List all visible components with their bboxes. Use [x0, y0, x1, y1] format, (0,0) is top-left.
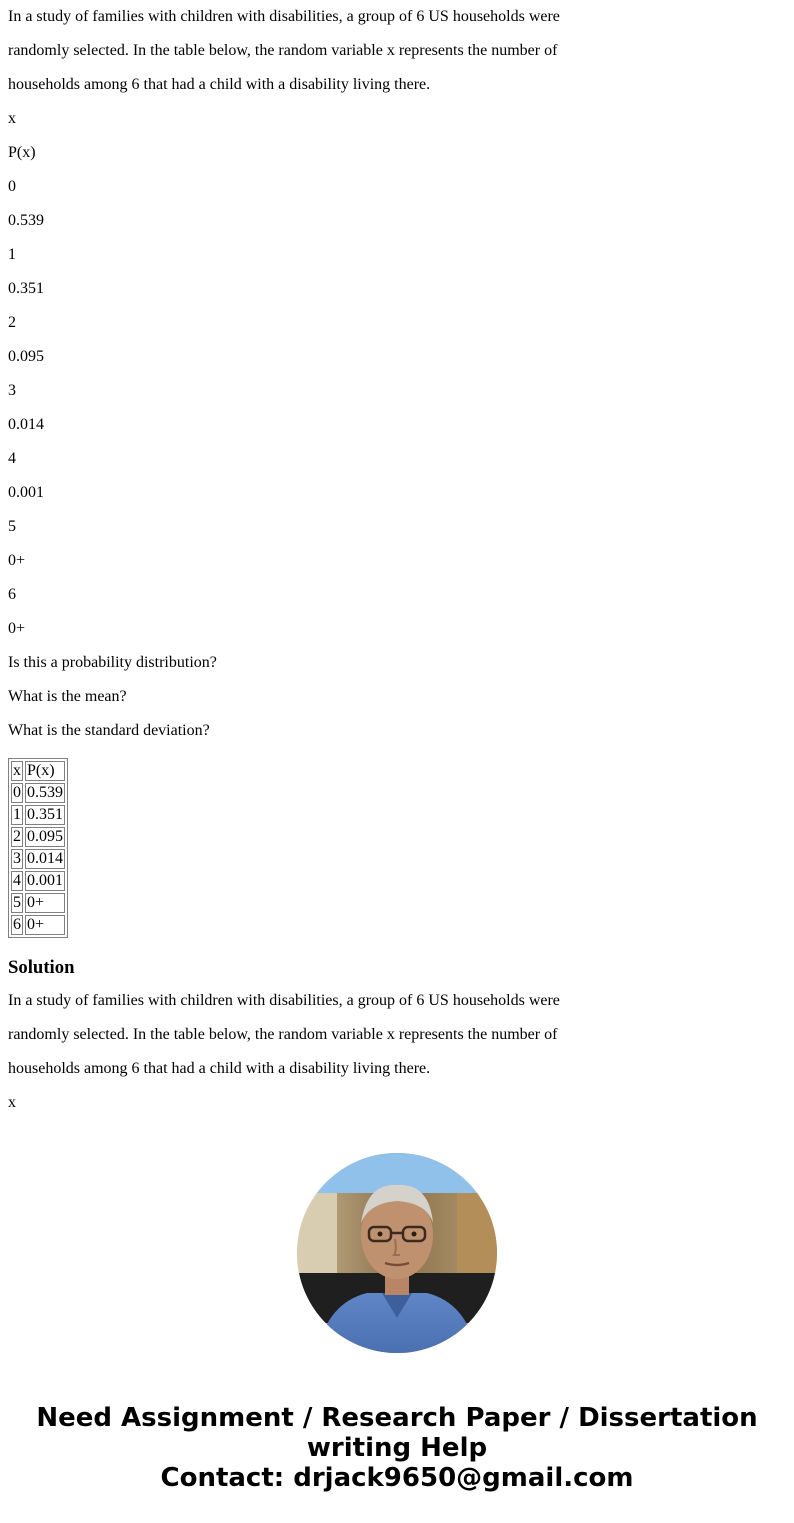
author-photo-illustration: [297, 1153, 497, 1353]
solution-line-2: randomly selected. In the table below, the random variable x represents the number of: [8, 1026, 558, 1043]
footer-contact: Contact: drjack9650@gmail.com: [160, 1463, 634, 1493]
question-value: 5: [8, 518, 16, 535]
table-cell: 0.539: [27, 784, 63, 801]
footer-line-1: Need Assignment / Research Paper / Dissertation: [36, 1403, 758, 1433]
table-row: [11, 915, 65, 935]
table-header-cell: P(x): [25, 761, 65, 781]
solution-col-x: x: [8, 1094, 16, 1111]
question-value: 4: [8, 450, 16, 467]
question-value: 0: [8, 178, 16, 195]
table-row: [11, 871, 65, 891]
question-value: 0+: [8, 552, 26, 569]
table-header-cell: x: [13, 762, 21, 779]
question-value: 0.001: [8, 484, 44, 501]
question-value: 0+: [8, 620, 26, 637]
footer-line-2: writing Help: [306, 1433, 488, 1463]
question-line-3: households among 6 that had a child with a disability living there.: [8, 76, 431, 93]
table-row: [11, 805, 65, 825]
question-value: 0.351: [8, 280, 44, 297]
table-cell: 4: [13, 872, 21, 889]
table-row: [11, 849, 65, 869]
question-line-1: In a study of families with children with disabilities, a group of 6 US households were: [8, 8, 560, 25]
solution-heading: Solution: [8, 957, 75, 978]
table-cell: 0+: [25, 915, 65, 935]
author-photo: [297, 1153, 497, 1353]
table-cell: 0+: [25, 893, 65, 913]
question-col-x: x: [8, 110, 16, 127]
question-col-px: P(x): [8, 144, 36, 161]
solution-line-3: households among 6 that had a child with a disability living there.: [8, 1060, 431, 1077]
table-cell: 0.001: [27, 872, 63, 889]
table-cell: 5: [13, 894, 21, 911]
question-mean: What is the mean?: [8, 688, 127, 705]
table-cell: 0.014: [27, 850, 63, 867]
question-line-2: randomly selected. In the table below, the random variable x represents the number of: [8, 42, 558, 59]
table-header-row: [11, 761, 65, 781]
footer-banner: [0, 1403, 794, 1493]
table-row: [11, 827, 65, 847]
table-cell: 6: [13, 916, 21, 933]
table-row: [11, 893, 65, 913]
question-value: 0.014: [8, 416, 44, 433]
question-standard-deviation: What is the standard deviation?: [8, 722, 210, 739]
solution-line-1: In a study of families with children with disabilities, a group of 6 US households were: [8, 992, 560, 1009]
probability-table: [8, 758, 68, 938]
table-cell: 1: [13, 806, 21, 823]
question-value: 2: [8, 314, 16, 331]
question-value: 0.095: [8, 348, 44, 365]
solution-body: [8, 984, 786, 1120]
table-cell: 0.095: [27, 828, 63, 845]
question-value: 1: [8, 246, 16, 263]
question-probability-distribution: Is this a probability distribution?: [8, 654, 217, 671]
table-cell: 0.351: [27, 806, 63, 823]
table-row: [11, 783, 65, 803]
question-value: 0.539: [8, 212, 44, 229]
question-value: 3: [8, 382, 16, 399]
table-cell: 0: [13, 784, 21, 801]
question-value: 6: [8, 586, 16, 603]
table-cell: 2: [13, 828, 21, 845]
table-cell: 3: [13, 850, 21, 867]
